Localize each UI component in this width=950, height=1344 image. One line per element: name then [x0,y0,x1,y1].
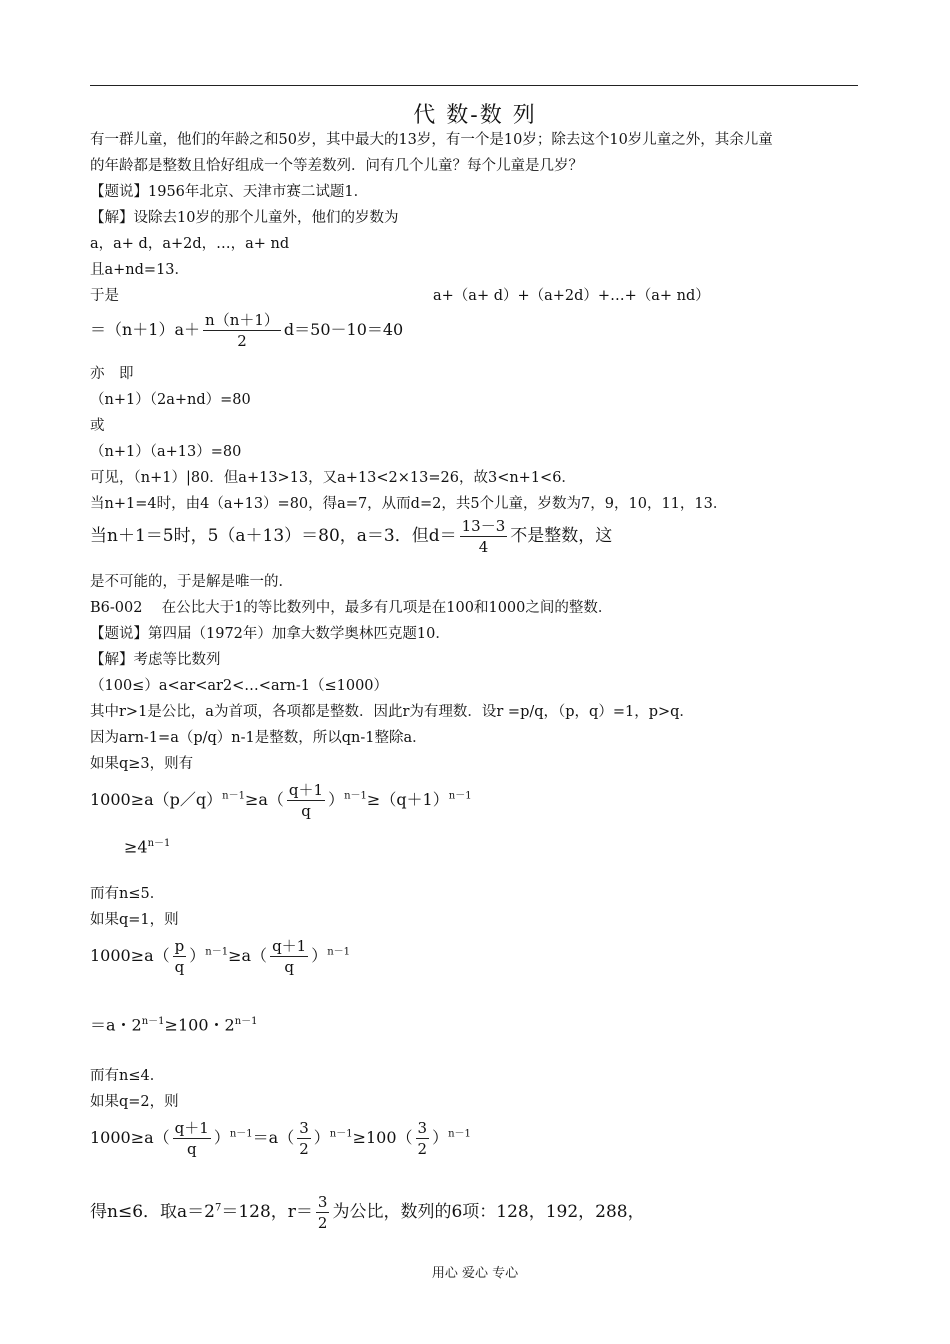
problem-text-line-1: 有一群儿童，他们的年龄之和50岁，其中最大的13岁，有一个是10岁；除去这个10岁儿童之外，其余儿童 [90,132,773,148]
inequality-part: ≥（q＋1） [366,790,449,809]
source-note-b6: 【题说】第四届（1972年）加拿大数学奥林匹克题10． [90,626,450,642]
case-five-tail: 不是整数，这 [510,526,613,546]
inequality-part: 1000≥a（p／q） [90,790,223,809]
source-note: 【题说】1956年北京、天津市赛二试题1． [90,184,369,200]
fraction-denominator: 2 [299,1140,309,1158]
fraction-denominator: 2 [317,1214,328,1232]
fraction-numerator: q＋1 [174,1119,209,1137]
inequality-part: ＝a（ [252,1128,295,1147]
result-part: 为公比，数列的6项：128，192，288， [332,1202,645,1222]
inequality-q1 [90,936,350,977]
fraction [173,1118,211,1159]
fraction-numerator: q＋1 [288,781,324,799]
equation-product-2: （n+1）（a+13）=80 [90,444,242,460]
case-four-line: 当n+1=4时，由4（a+13）=80，得a=7，从而d=2，共5个儿童，岁数为7，9，10，11，13． [90,496,728,512]
therefore-label: 于是 [90,288,119,304]
solution-intro: 【解】设除去10岁的那个儿童外，他们的岁数为 [90,210,399,226]
exponent: n－1 [205,946,229,958]
fraction-denominator: q [284,958,294,976]
fraction [203,310,281,351]
fraction-numerator: 13－3 [461,517,506,535]
fraction-numerator: 3 [299,1119,309,1137]
exponent: n－1 [234,1016,258,1027]
exponent: n－1 [329,1128,353,1140]
inequality-part: ） [213,1128,230,1147]
sum-expression: a+（a+ d）+（a+2d）+…+（a+ nd） [433,288,710,304]
uniqueness-line: 是不可能的，于是解是唯一的． [90,574,293,590]
fraction [173,936,187,977]
fraction [316,1192,330,1233]
result-part: 得n≤6．取a＝2 [90,1202,215,1222]
condition-line: 且a+nd=13． [90,262,190,278]
result-part: ＝128，r＝ [221,1202,313,1222]
exponent: 7 [214,1202,222,1214]
inequality-part: ） [189,946,206,965]
solution-intro-b6: 【解】考虑等比数列 [90,652,221,668]
inequality-q2 [90,1118,471,1159]
fraction-denominator: q [301,802,311,820]
inequality-part: ≥100・2 [164,1015,235,1035]
inequality-part: ≥4 [124,837,148,857]
inequality-part: ≥100（ [352,1128,413,1147]
fraction-denominator: 4 [478,538,489,556]
header-rule [90,85,858,86]
fraction-denominator: 2 [417,1140,428,1158]
divides-line: 因为arn-1=a（p/q）n-1是整数，所以qn-1整除a． [90,730,427,746]
exponent: n－1 [448,790,472,802]
inequality-part: ） [432,1128,449,1147]
inequality-part: ＝a・2 [90,1015,142,1035]
problem-text-line-2: 的年龄都是整数且恰好组成一个等差数列．问有几个儿童？每个儿童是几岁？ [90,158,583,174]
fraction [416,1118,430,1159]
fraction [460,516,508,557]
fraction-numerator: q＋1 [272,937,307,955]
fraction-denominator: 2 [237,332,247,350]
equation-product-1: （n+1）（2a+nd）=80 [90,392,251,408]
or-label: 或 [90,418,105,434]
fraction-numerator: 3 [417,1119,428,1137]
inequality-q3-bound [124,834,170,856]
exponent: n－1 [344,790,367,802]
case-five-line [90,516,612,557]
inequality-part: ） [328,790,345,809]
case-q1-label: 如果q=1，则 [90,912,179,928]
fraction-denominator: q [174,958,185,976]
fraction-numerator: n（n＋1） [205,311,279,329]
fraction [287,780,325,821]
problem-b6-002: B6-002 在公比大于1的等比数列中，最多有几项是在100和1000之间的整数． [90,600,613,616]
inequality-part: ≥a（ [228,946,268,965]
equation-left: ＝（n＋1）a＋ [90,320,201,339]
sequence-terms: a，a+ d，a+2d，…，a+ nd [90,236,290,252]
fraction [297,1118,311,1159]
equation-sum [90,310,403,351]
exponent: n－1 [448,1128,471,1140]
result-n4: 而有n≤4． [90,1068,165,1084]
case-five-text: 当n＋1＝5时，5（a＋13）＝80，a＝3．但d＝ [90,526,457,546]
inequality-q3 [90,780,472,821]
fraction-denominator: q [186,1140,197,1158]
inequality-part: 1000≥a（ [90,1128,170,1147]
inequality-part: ≥a（ [244,790,284,809]
exponent: n－1 [222,790,245,802]
exponent: n－1 [327,946,351,958]
fraction-numerator: p [174,937,185,955]
final-result-line [90,1192,645,1233]
divisibility-line: 可见，（n+1）|80．但a+13>13，又a+13<2×13=26，故3<n+1<6． [90,470,576,486]
case-q2-label: 如果q=2，则 [90,1094,179,1110]
exponent: n－1 [147,838,171,849]
fraction-numerator: 3 [317,1193,328,1211]
that-is-label: 亦 即 [90,366,134,382]
case-q3-label: 如果q≥3，则有 [90,756,194,772]
exponent: n－1 [229,1128,253,1140]
ratio-rational-line: 其中r>1是公比，a为首项，各项都是整数．因此r为有理数．设r =p/q，（p，q）=1，p>q． [90,704,694,720]
result-n5: 而有n≤5． [90,886,165,902]
page-footer: 用心 爱心 专心 [431,1266,519,1281]
page-title: 代 数-数 列 [413,103,537,128]
inequality-part: 1000≥a（ [90,946,170,965]
exponent: n－1 [141,1016,165,1027]
inequality-q1-bound [90,1012,258,1035]
equation-right: d＝50－10＝40 [283,320,404,339]
inequality-part: ） [313,1128,330,1147]
fraction [270,936,308,977]
inequality-part: ） [311,946,328,965]
geometric-sequence: （100≤）a<ar<ar2<…<arn-1（≤1000） [90,678,389,694]
